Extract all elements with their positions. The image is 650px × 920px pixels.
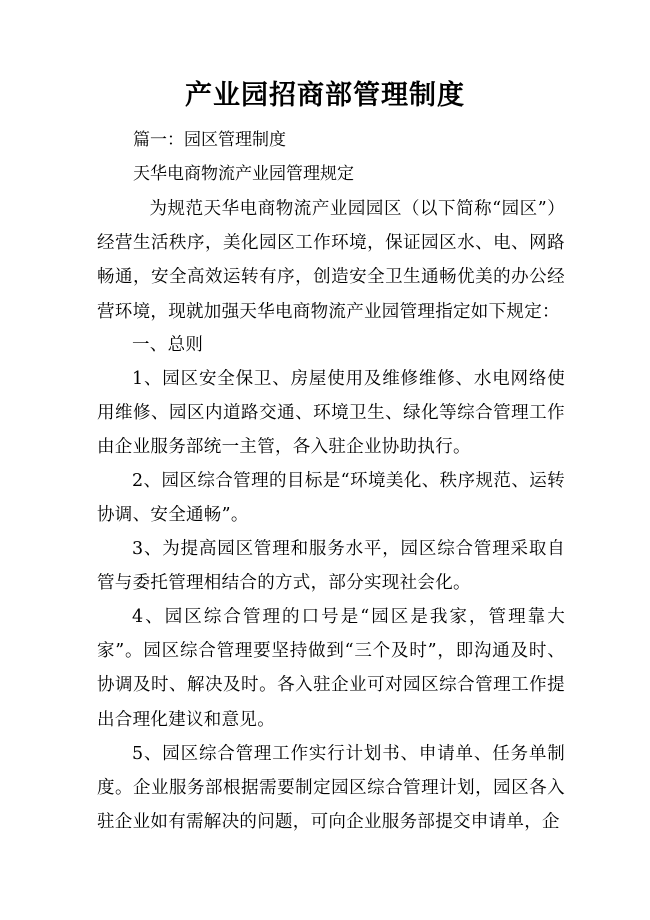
rule-item-3: 3、为提高园区管理和服务水平，园区综合管理采取自管与委托管理相结合的方式，部分实现社会化。: [97, 539, 565, 594]
rule-item-2: 2、园区综合管理的目标是“环境美化、秩序规范、运转协调、安全通畅”。: [97, 471, 565, 526]
rule-item-5: 5、园区综合管理工作实行计划书、申请单、任务单制度。企业服务部根据需要制定园区综合管理计划，园区各入驻企业如有需解决的问题，可向企业服务部提交申请单，企: [97, 744, 565, 833]
intro-paragraph: 为规范天华电商物流产业园园区（以下简称“园区”）经营生活秩序，美化园区工作环境，保证园区水、电、网路畅通，安全高效运转有序，创造安全卫生通畅优美的办公经营环境，现就加强天华电商物流产业园管理指定如下规定：: [97, 199, 565, 322]
section-label: 篇一：园区管理制度: [133, 130, 286, 150]
rule-item-4: 4、园区综合管理的口号是“园区是我家，管理靠大家”。园区综合管理要坚持做到“三个及时”，即沟通及时、协调及时、解决及时。各入驻企业可对园区综合管理工作提出合理化建议和意见。: [97, 607, 565, 730]
section-heading-general: 一、总则: [132, 335, 204, 355]
document-title: 产业园招商部管理制度: [185, 80, 465, 111]
document-subtitle: 天华电商物流产业园管理规定: [133, 164, 354, 184]
rule-item-1: 1、园区安全保卫、房屋使用及维修维修、水电网络使用维修、园区内道路交通、环境卫生、绿化等综合管理工作由企业服务部统一主管，各入驻企业协助执行。: [97, 369, 565, 458]
